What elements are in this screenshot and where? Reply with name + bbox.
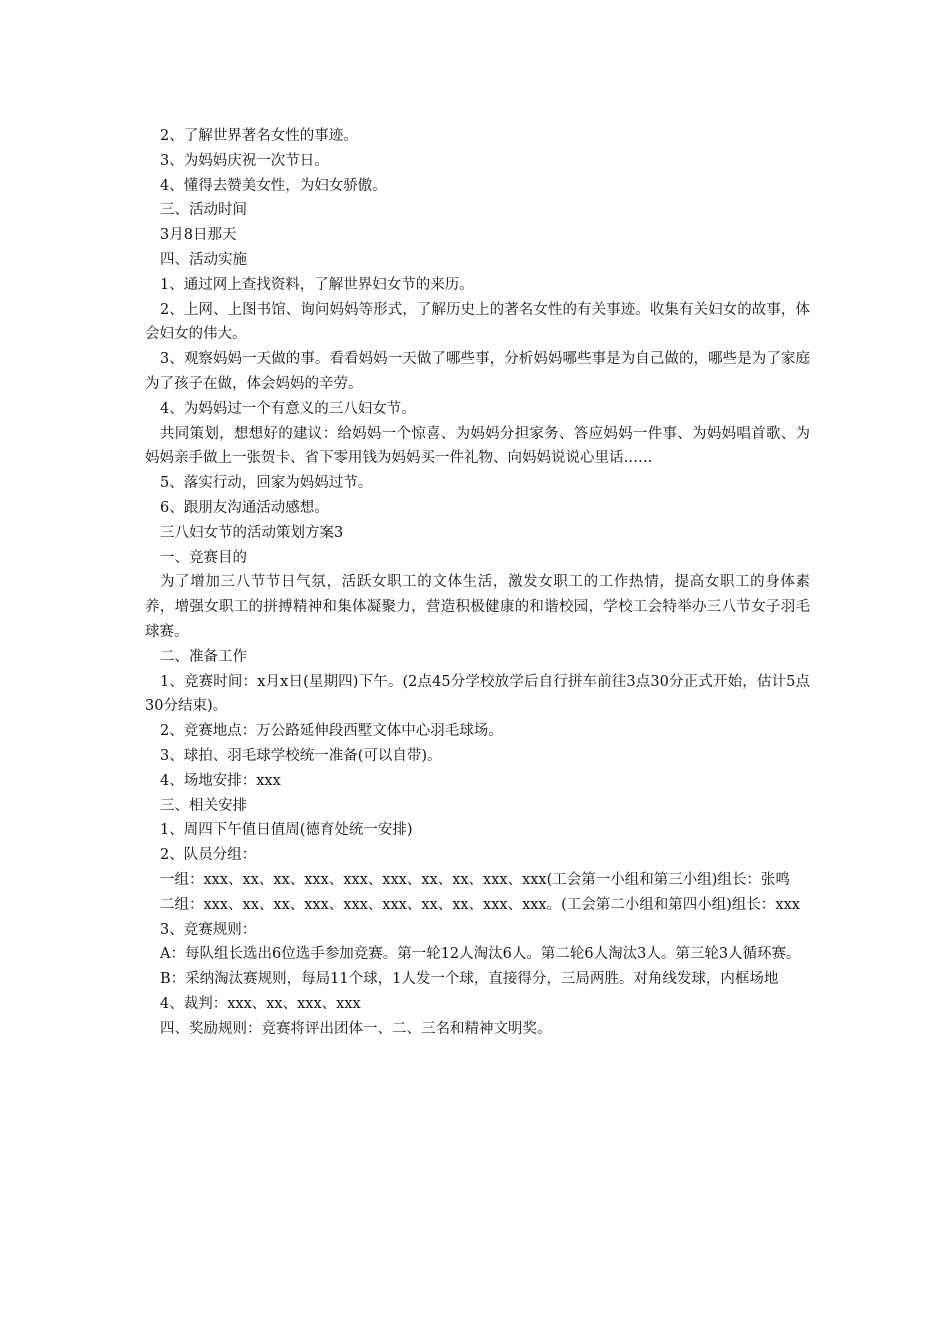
paragraph: A：每队组长选出6位选手参加竞赛。第一轮12人淘汰6人。第二轮6人淘汰3人。第三轮3人循环赛。: [160, 946, 801, 963]
paragraph: 4、懂得去赞美女性，为妇女骄傲。: [160, 177, 387, 194]
paragraph: 3、为妈妈庆祝一次节日。: [160, 152, 329, 169]
paragraph: 四、奖励规则：竞赛将评出团体一、二、三名和精神文明奖。: [160, 1020, 552, 1037]
paragraph: 2、上网、上图书馆、询问妈妈等形式，了解历史上的著名女性的有关事迹。收集有关妇女的故事，体会妇女的伟大。: [145, 301, 810, 343]
paragraph: 4、裁判：xxx、xx、xxx、xxx: [160, 995, 361, 1012]
document-subtitle: 三八妇女节的活动策划方案3: [160, 524, 344, 541]
section-heading: 二、准备工作: [160, 648, 247, 665]
document-body: [145, 124, 810, 1041]
paragraph: B：采纳淘汰赛规则，每局11个球，1人发一个球，直接得分，三局两胜。对角线发球，内框场地: [160, 971, 779, 988]
paragraph: 1、周四下午值日值周(德育处统一安排): [160, 822, 413, 839]
paragraph: 为了增加三八节节日气氛，活跃女职工的文体生活，激发女职工的工作热情，提高女职工的身体素养，增强女职工的拼搏精神和集体凝聚力，营造积极健康的和谐校园，学校工会特举办三八节女子羽毛球赛。: [145, 574, 810, 640]
paragraph: 3、观察妈妈一天做的事。看看妈妈一天做了哪些事，分析妈妈哪些事是为自己做的，哪些是为了家庭为了孩子在做，体会妈妈的辛劳。: [145, 351, 810, 392]
paragraph: 3月8日那天: [160, 227, 237, 244]
paragraph: 2、队员分组：: [160, 847, 257, 864]
paragraph: 二组：xxx、xx、xx、xxx、xxx、xxx、xx、xx、xxx、xxx。(工会第二小组和第四小组)组长：xxx: [160, 896, 800, 913]
section-heading: 三、活动时间: [160, 202, 247, 219]
paragraph: 1、通过网上查找资料，了解世界妇女节的来历。: [160, 276, 474, 293]
paragraph: 1、竞赛时间：x月x日(星期四)下午。(2点45分学校放学后自行拼车前往3点30分正式开始，估计5点30分结束)。: [145, 673, 810, 715]
paragraph: 3、竞赛规则：: [160, 921, 257, 938]
section-heading: 一、竞赛目的: [160, 549, 247, 566]
paragraph: 2、竞赛地点：万公路延伸段西墅文体中心羽毛球场。: [160, 723, 503, 740]
paragraph: 5、落实行动，回家为妈妈过节。: [160, 475, 373, 492]
paragraph: 共同策划，想想好的建议：给妈妈一个惊喜、为妈妈分担家务、答应妈妈一件事、为妈妈唱首歌、为妈妈亲手做上一张贺卡、省下零用钱为妈妈买一件礼物、向妈妈说说心里话……: [145, 425, 810, 467]
paragraph: 4、场地安排：xxx: [160, 772, 281, 789]
section-heading: 三、相关安排: [160, 797, 247, 814]
paragraph: 3、球拍、羽毛球学校统一准备(可以自带)。: [160, 747, 442, 764]
paragraph: 一组：xxx、xx、xx、xxx、xxx、xxx、xx、xx、xxx、xxx(工会第一小组和第三小组)组长：张鸣: [160, 871, 790, 888]
section-heading: 四、活动实施: [160, 251, 247, 268]
paragraph: 6、跟朋友沟通活动感想。: [160, 499, 329, 516]
paragraph: 2、了解世界著名女性的事迹。: [160, 128, 358, 144]
paragraph: 4、为妈妈过一个有意义的三八妇女节。: [160, 400, 416, 417]
